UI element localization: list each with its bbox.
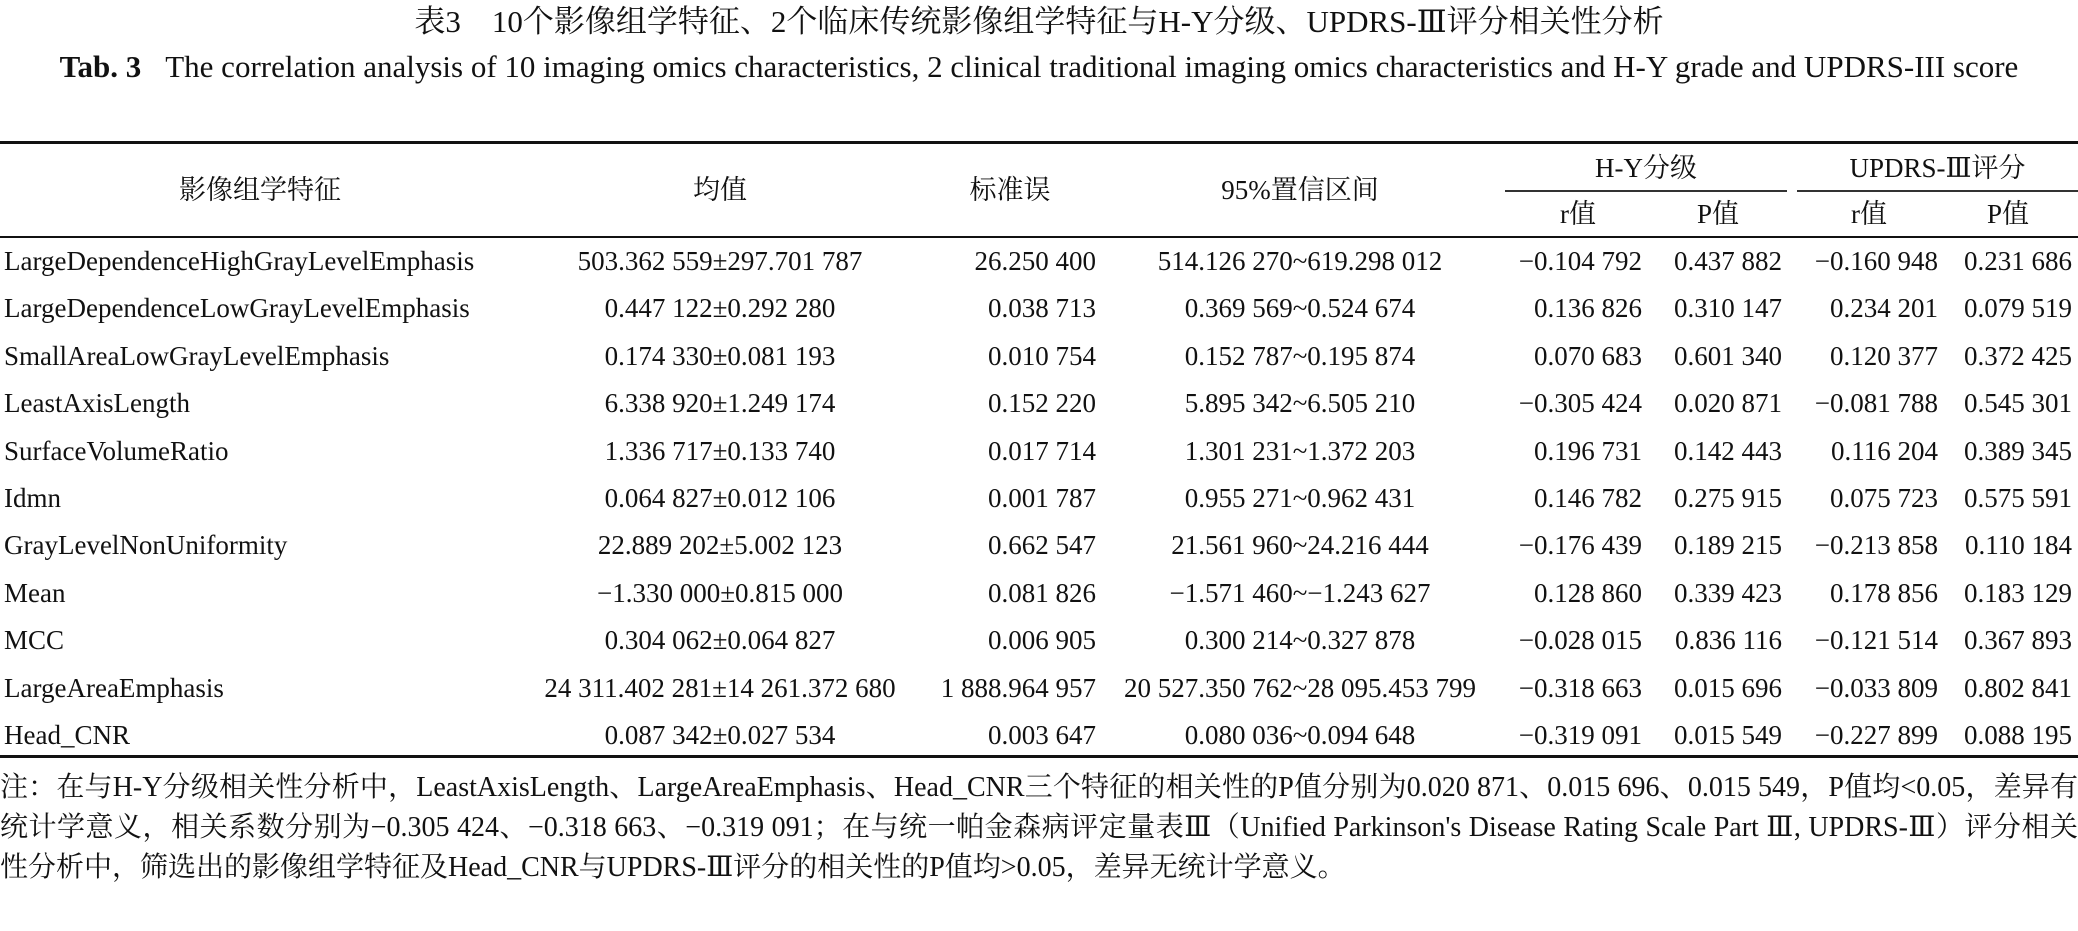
cell-standard-error: 0.006 905 — [988, 625, 1096, 656]
cell-hy-p: 0.601 340 — [1674, 340, 1782, 371]
cell-updrs-r: 0.234 201 — [1830, 293, 1938, 324]
cell-feature: Head_CNR — [4, 720, 130, 750]
footnote-text: 注：在与H-Y分级相关性分析中，LeastAxisLength、LargeAreaEmphasis、Head_CNR三个特征的相关性的P值分别为0.020 871、0.015 696、0.015 549，P值均<0.05，差异有统计学意义，相关系数分别为−0.305 424、−0.318 663、−0.319 091；在与统一帕金森病评定量表Ⅲ（Unified Parkinson's Disease Rating Scale Part Ⅲ, UPDRS-Ⅲ）评分相关性分析中，筛选出的影像组学特征及Head_CNR与UPDRS-Ⅲ评分的相关性的P值均>0.05，差异无统计学意义。 — [0, 772, 2078, 883]
cell-hy-p: 0.015 549 — [1674, 720, 1782, 750]
table-label: Tab. 3 — [59, 49, 142, 84]
cell-confidence-interval: 1.301 231~1.372 203 — [1184, 435, 1416, 466]
cell-feature: LargeAreaEmphasis — [4, 672, 224, 703]
cell-feature: SmallAreaLowGrayLevelEmphasis — [4, 340, 390, 371]
cell-standard-error: 0.662 547 — [988, 530, 1096, 561]
cell-updrs-p: 0.231 686 — [1964, 246, 2072, 276]
cell-standard-error: 0.017 714 — [988, 435, 1096, 466]
cell-updrs-r: 0.116 204 — [1831, 435, 1938, 466]
cell-updrs-p: 0.545 301 — [1964, 388, 2072, 419]
cell-hy-r: 0.136 826 — [1534, 293, 1642, 324]
cell-updrs-p: 0.367 893 — [1964, 625, 2072, 656]
cell-standard-error: 26.250 400 — [974, 246, 1096, 276]
cell-updrs-r: −0.121 514 — [1814, 625, 1938, 656]
header-updrs-r: r值 — [1851, 199, 1887, 229]
cell-hy-r: 0.146 782 — [1534, 483, 1642, 513]
cell-mean: 0.447 122±0.292 280 — [604, 293, 836, 324]
cell-feature: GrayLevelNonUniformity — [4, 530, 288, 561]
cell-confidence-interval: 0.080 036~0.094 648 — [1184, 720, 1416, 750]
cell-hy-r: −0.319 091 — [1518, 720, 1642, 750]
cell-hy-p: 0.142 443 — [1674, 435, 1782, 466]
header-hy-p: P值 — [1696, 199, 1740, 229]
cell-standard-error: 0.010 754 — [988, 340, 1096, 371]
cell-updrs-p: 0.802 841 — [1964, 672, 2072, 703]
cell-hy-r: 0.128 860 — [1534, 577, 1642, 608]
table-bottom-rule — [0, 755, 2078, 758]
table-caption-chinese: 表3 10个影像组学特征、2个临床传统影像组学特征与H-Y分级、UPDRS-Ⅲ评分相关性分析 — [414, 4, 1664, 39]
cell-standard-error: 0.081 826 — [988, 577, 1096, 608]
table-caption-english — [30, 44, 2048, 90]
cell-confidence-interval: −1.571 460~−1.243 627 — [1169, 577, 1431, 608]
cell-updrs-r: 0.075 723 — [1830, 483, 1938, 513]
header-mean: 均值 — [693, 175, 747, 205]
cell-updrs-p: 0.110 184 — [1965, 530, 2072, 561]
cell-mean: 6.338 920±1.249 174 — [604, 388, 836, 419]
cell-updrs-r: 0.178 856 — [1830, 577, 1938, 608]
header-hy-r: r值 — [1560, 199, 1596, 229]
cell-standard-error: 0.152 220 — [988, 388, 1096, 419]
cell-mean: 24 311.402 281±14 261.372 680 — [544, 672, 896, 703]
table-caption-english-text: The correlation analysis of 10 imaging omics characteristics, 2 clinical traditional imaging omics characteristics and H-Y grade and UPDRS-III score — [165, 49, 2019, 84]
cell-feature: MCC — [4, 625, 65, 656]
cell-updrs-r: −0.213 858 — [1814, 530, 1938, 561]
cell-hy-r: −0.176 439 — [1518, 530, 1642, 561]
cell-feature: LargeDependenceHighGrayLevelEmphasis — [4, 246, 475, 276]
cell-updrs-p: 0.389 345 — [1964, 435, 2072, 466]
cell-updrs-r: 0.120 377 — [1830, 340, 1938, 371]
cell-hy-p: 0.015 696 — [1674, 672, 1782, 703]
cell-mean: 0.304 062±0.064 827 — [604, 625, 836, 656]
cell-standard-error: 1 888.964 957 — [940, 672, 1096, 703]
table-header-rule — [0, 236, 2078, 238]
cell-confidence-interval: 514.126 270~619.298 012 — [1157, 246, 1443, 276]
cell-updrs-p: 0.183 129 — [1964, 577, 2072, 608]
header-feature: 影像组学特征 — [179, 175, 341, 205]
cell-confidence-interval: 20 527.350 762~28 095.453 799 — [1123, 672, 1477, 703]
cell-feature: Mean — [4, 577, 66, 608]
cell-hy-r: −0.028 015 — [1518, 625, 1642, 656]
cell-hy-p: 0.275 915 — [1674, 483, 1782, 513]
cell-hy-p: 0.310 147 — [1674, 293, 1782, 324]
cell-mean: −1.330 000±0.815 000 — [596, 577, 844, 608]
cell-confidence-interval: 21.561 960~24.216 444 — [1171, 530, 1429, 561]
cell-confidence-interval: 0.300 214~0.327 878 — [1184, 625, 1416, 656]
cell-confidence-interval: 0.152 787~0.195 874 — [1184, 340, 1416, 371]
cell-updrs-p: 0.372 425 — [1964, 340, 2072, 371]
header-updrs-p: P值 — [1986, 199, 2030, 229]
cell-updrs-p: 0.575 591 — [1964, 483, 2072, 513]
cell-hy-p: 0.189 215 — [1674, 530, 1782, 561]
table-footnote — [0, 768, 2078, 888]
cell-hy-r: −0.318 663 — [1518, 672, 1642, 703]
cell-feature: Idmn — [4, 483, 61, 513]
updrs-group-rule — [1797, 190, 2078, 192]
cell-hy-p: 0.437 882 — [1674, 246, 1782, 276]
cell-standard-error: 0.001 787 — [988, 483, 1096, 513]
header-hy-grade: H-Y分级 — [1595, 153, 1697, 183]
cell-hy-r: 0.070 683 — [1534, 340, 1642, 371]
hy-group-rule — [1505, 190, 1787, 192]
cell-hy-p: 0.339 423 — [1674, 577, 1782, 608]
cell-updrs-r: −0.081 788 — [1814, 388, 1938, 419]
header-confidence-interval: 95%置信区间 — [1221, 175, 1379, 205]
cell-updrs-p: 0.088 195 — [1964, 720, 2072, 750]
cell-hy-r: −0.305 424 — [1518, 388, 1642, 419]
cell-hy-r: 0.196 731 — [1534, 435, 1642, 466]
cell-updrs-p: 0.079 519 — [1964, 293, 2072, 324]
cell-confidence-interval: 0.369 569~0.524 674 — [1184, 293, 1416, 324]
cell-feature: SurfaceVolumeRatio — [4, 435, 229, 466]
cell-mean: 0.064 827±0.012 106 — [604, 483, 836, 513]
cell-standard-error: 0.038 713 — [988, 293, 1096, 324]
header-standard-error: 标准误 — [969, 175, 1051, 205]
cell-updrs-r: −0.227 899 — [1814, 720, 1938, 750]
cell-hy-p: 0.020 871 — [1674, 388, 1782, 419]
cell-mean: 0.174 330±0.081 193 — [604, 340, 836, 371]
cell-updrs-r: −0.033 809 — [1814, 672, 1938, 703]
cell-mean: 1.336 717±0.133 740 — [604, 435, 836, 466]
cell-confidence-interval: 0.955 271~0.962 431 — [1184, 483, 1416, 513]
table-top-rule — [0, 141, 2078, 144]
cell-standard-error: 0.003 647 — [988, 720, 1096, 750]
cell-mean: 503.362 559±297.701 787 — [577, 246, 863, 276]
cell-feature: LeastAxisLength — [4, 388, 190, 419]
cell-confidence-interval: 5.895 342~6.505 210 — [1184, 388, 1416, 419]
cell-hy-r: −0.104 792 — [1518, 246, 1642, 276]
cell-mean: 22.889 202±5.002 123 — [597, 530, 843, 561]
cell-updrs-r: −0.160 948 — [1814, 246, 1938, 276]
cell-hy-p: 0.836 116 — [1675, 625, 1782, 656]
header-updrs-score: UPDRS-Ⅲ评分 — [1849, 153, 2026, 183]
cell-mean: 0.087 342±0.027 534 — [604, 720, 836, 750]
cell-feature: LargeDependenceLowGrayLevelEmphasis — [4, 293, 470, 324]
